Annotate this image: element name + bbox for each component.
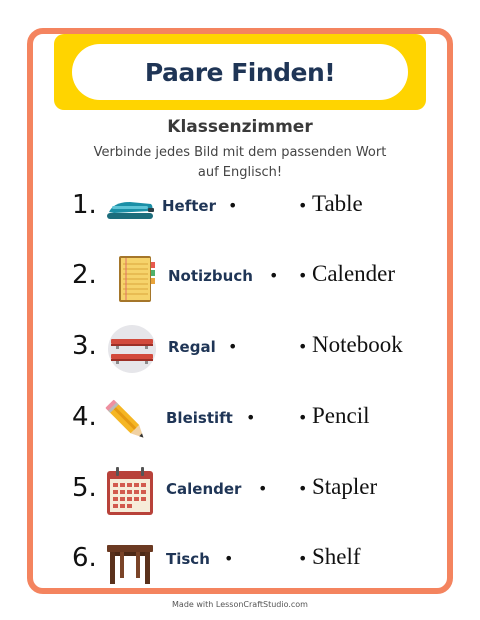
- item-number: 2.: [72, 260, 97, 290]
- instructions: [62, 143, 418, 183]
- english-word: Calender: [312, 261, 396, 286]
- german-word: Regal: [168, 338, 216, 356]
- item-number: 1.: [72, 190, 97, 220]
- german-word: Hefter: [162, 197, 216, 215]
- title-pill: [72, 44, 408, 100]
- match-row-5: [0, 461, 480, 521]
- right-match-dot[interactable]: •: [298, 266, 308, 285]
- match-row-3: [0, 319, 480, 379]
- item-number: 3.: [72, 331, 97, 361]
- match-row-6: [0, 531, 480, 591]
- german-word: Calender: [166, 480, 242, 498]
- item-number: 6.: [72, 543, 97, 573]
- worksheet-title: Paare Finden!: [144, 57, 336, 87]
- english-word: Pencil: [312, 403, 370, 428]
- left-match-dot[interactable]: •: [269, 266, 279, 285]
- right-match-dot[interactable]: •: [298, 196, 308, 215]
- table-icon: [104, 535, 156, 587]
- german-word: Notizbuch: [168, 267, 253, 285]
- pencil-icon: [104, 394, 156, 446]
- match-row-2: [0, 248, 480, 308]
- match-row-1: [0, 178, 480, 238]
- right-match-dot[interactable]: •: [298, 549, 308, 568]
- match-row-4: [0, 390, 480, 450]
- german-word: Bleistift: [166, 409, 233, 427]
- english-word: Table: [312, 191, 363, 216]
- instructions-line-1: Verbinde jedes Bild mit dem passenden Wort: [93, 145, 387, 160]
- item-number: 4.: [72, 402, 97, 432]
- left-match-dot[interactable]: •: [224, 549, 234, 568]
- footer-credit: Made with LessonCraftStudio.com: [172, 600, 308, 609]
- right-match-dot[interactable]: •: [298, 337, 308, 356]
- instructions-line-2: auf Englisch!: [197, 165, 283, 180]
- english-word: Shelf: [312, 544, 361, 569]
- left-match-dot[interactable]: •: [228, 196, 238, 215]
- calendar-icon: [104, 465, 156, 517]
- right-match-dot[interactable]: •: [298, 408, 308, 427]
- shelf-icon: [106, 323, 158, 375]
- left-match-dot[interactable]: •: [228, 337, 238, 356]
- english-word: Notebook: [312, 332, 403, 357]
- german-word: Tisch: [166, 550, 210, 568]
- english-word: Stapler: [312, 474, 378, 499]
- stapler-icon: [104, 182, 156, 234]
- left-match-dot[interactable]: •: [246, 408, 256, 427]
- topic-subtitle: Klassenzimmer: [167, 117, 313, 137]
- notebook-icon: [110, 252, 162, 304]
- left-match-dot[interactable]: •: [258, 479, 268, 498]
- right-match-dot[interactable]: •: [298, 479, 308, 498]
- item-number: 5.: [72, 473, 97, 503]
